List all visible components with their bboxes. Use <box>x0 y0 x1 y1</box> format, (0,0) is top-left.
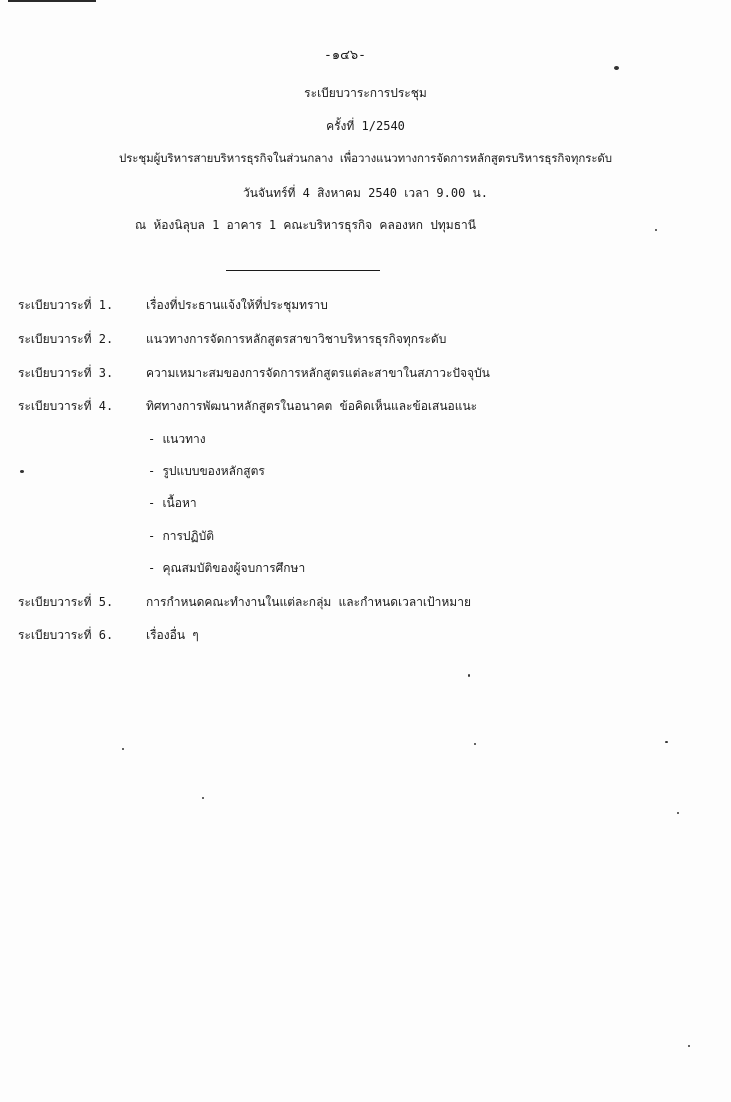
agenda4-subitem: - แนวทาง <box>148 432 206 446</box>
agenda-label: ระเบียบวาระที่ 6. <box>18 628 114 642</box>
agenda-label: ระเบียบวาระที่ 1. <box>18 298 114 312</box>
agenda4-subitem: - การปฏิบัติ <box>148 529 214 543</box>
agenda-text: เรื่องอื่น ๆ <box>146 628 199 642</box>
agenda-item-6 <box>18 626 199 645</box>
agenda-text: แนวทางการจัดการหลักสูตรสาขาวิชาบริหารธุรกิจทุกระดับ <box>146 332 447 346</box>
page-number: -๑๔๖- <box>324 48 366 63</box>
agenda4-subitem: - คุณสมบัติของผู้จบการศึกษา <box>148 561 306 575</box>
agenda-text: ความเหมาะสมของการจัดการหลักสูตรแต่ละสาขาในสภาวะปัจจุบัน <box>146 366 490 380</box>
agenda-label: ระเบียบวาระที่ 3. <box>18 366 114 380</box>
agenda-label: ระเบียบวาระที่ 2. <box>18 332 114 346</box>
scan-speck <box>677 812 679 814</box>
agenda-item-1 <box>18 296 328 315</box>
document-title: ระเบียบวาระการประชุม <box>304 86 427 100</box>
session-number: ครั้งที่ 1/2540 <box>326 119 405 133</box>
agenda-text: การกำหนดคณะทำงานในแต่ละกลุ่ม และกำหนดเวลาเป้าหมาย <box>146 595 471 609</box>
scan-speck <box>474 743 476 745</box>
scan-speck <box>468 674 470 677</box>
agenda-item-5 <box>18 593 471 612</box>
scan-speck <box>122 748 124 750</box>
scan-speck <box>688 1045 690 1047</box>
scan-speck <box>614 66 619 70</box>
agenda-text: เรื่องที่ประธานแจ้งให้ที่ประชุมทราบ <box>146 298 328 312</box>
scan-speck <box>665 741 668 743</box>
title-divider <box>226 270 380 271</box>
scan-corner-mark <box>8 0 96 2</box>
meeting-subject: ประชุมผู้บริหารสายบริหารธุรกิจในส่วนกลาง เพื่อวางแนวทางการจัดการหลักสูตรบริหารธุรกิจทุกระดับ <box>119 151 612 165</box>
meeting-venue: ณ ห้องนิลุบล 1 อาคาร 1 คณะบริหารธุรกิจ คลองหก ปทุมธานี <box>135 218 476 232</box>
agenda4-subitem: - เนื้อหา <box>148 496 197 510</box>
agenda-text: ทิศทางการพัฒนาหลักสูตรในอนาคต ข้อคิดเห็นและข้อเสนอแนะ <box>146 399 478 413</box>
agenda-label: ระเบียบวาระที่ 5. <box>18 595 114 609</box>
scan-speck <box>202 797 204 799</box>
scan-speck <box>20 470 24 473</box>
agenda-item-2 <box>18 330 446 349</box>
agenda-item-4 <box>18 397 477 416</box>
agenda-item-3 <box>18 364 490 383</box>
meeting-date: วันจันทร์ที่ 4 สิงหาคม 2540 เวลา 9.00 น. <box>243 186 488 200</box>
agenda4-subitem: - รูปแบบของหลักสูตร <box>148 464 265 478</box>
scan-speck <box>655 229 657 231</box>
agenda-label: ระเบียบวาระที่ 4. <box>18 399 114 413</box>
